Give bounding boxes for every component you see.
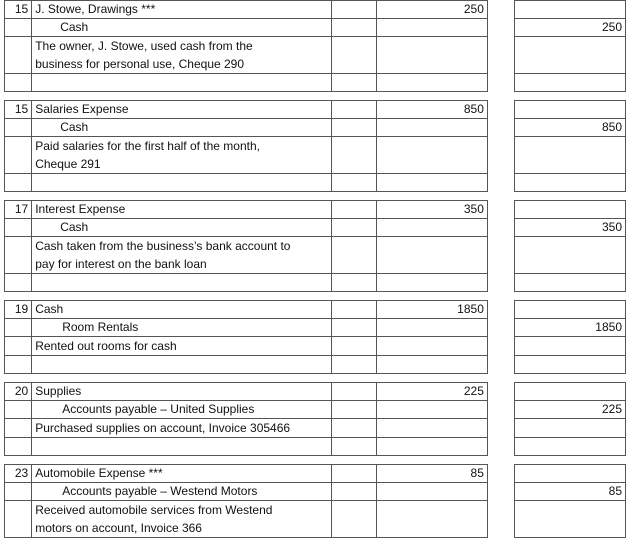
table-row <box>5 19 626 37</box>
post-ref-cell <box>331 19 376 37</box>
explanation-line: Rented out rooms for cash <box>35 339 177 353</box>
table-row <box>5 1 626 19</box>
blank-cell <box>376 356 487 374</box>
post-ref-cell <box>331 319 376 337</box>
account-title-cell: J. Stowe, Drawings *** <box>32 1 331 19</box>
credit-amount-cell <box>515 501 626 538</box>
column-gap <box>487 383 514 401</box>
blank-cell <box>32 356 331 374</box>
journal-entry <box>4 100 626 192</box>
column-gap <box>487 465 514 483</box>
column-gap <box>487 301 514 319</box>
credit-amount-cell <box>515 1 626 19</box>
debit-amount-cell: 250 <box>376 1 487 19</box>
explanation-line: Received automobile services from Westend <box>35 503 273 517</box>
entry-spacer <box>4 92 626 100</box>
column-gap <box>487 219 514 237</box>
account-title-cell: Room Rentals <box>32 319 331 337</box>
explanation-cell <box>32 37 331 74</box>
table-row <box>5 237 626 274</box>
column-gap <box>487 137 514 174</box>
entry-date-cell <box>5 137 32 174</box>
table-row <box>5 74 626 92</box>
entry-spacer <box>4 192 626 200</box>
post-ref-cell <box>331 101 376 119</box>
table-row <box>5 119 626 137</box>
debit-amount-cell <box>376 219 487 237</box>
blank-cell <box>32 438 331 456</box>
post-ref-cell <box>331 483 376 501</box>
table-row <box>5 201 626 219</box>
post-ref-cell <box>331 383 376 401</box>
entry-date-cell: 19 <box>5 301 32 319</box>
journal-entry-table <box>4 100 626 192</box>
debit-amount-cell <box>376 483 487 501</box>
debit-amount-cell <box>376 501 487 538</box>
entry-date-cell <box>5 483 32 501</box>
entry-date-cell <box>5 219 32 237</box>
credit-amount-cell <box>515 383 626 401</box>
post-ref-cell <box>331 237 376 274</box>
blank-cell <box>515 174 626 192</box>
debit-amount-cell <box>376 419 487 438</box>
entry-date-cell: 23 <box>5 465 32 483</box>
entry-date-cell <box>5 237 32 274</box>
explanation-line: Cash taken from the business’s bank account to <box>35 239 291 253</box>
blank-cell <box>515 274 626 292</box>
explanation-line: Cheque 291 <box>35 157 101 171</box>
column-gap <box>487 319 514 337</box>
table-row <box>5 383 626 401</box>
entry-date-cell <box>5 19 32 37</box>
column-gap <box>487 401 514 419</box>
post-ref-cell <box>331 37 376 74</box>
credit-amount-cell <box>515 337 626 356</box>
explanation-line: motors on account, Invoice 366 <box>35 521 202 535</box>
column-gap <box>487 419 514 438</box>
debit-amount-cell <box>376 137 487 174</box>
debit-amount-cell: 1850 <box>376 301 487 319</box>
table-row <box>5 419 626 438</box>
credit-amount-cell <box>515 465 626 483</box>
post-ref-cell <box>331 465 376 483</box>
post-ref-cell <box>331 201 376 219</box>
entry-spacer <box>4 456 626 464</box>
table-row <box>5 483 626 501</box>
journal-entry <box>4 0 626 92</box>
debit-amount-cell <box>376 237 487 274</box>
journal-entry <box>4 464 626 538</box>
debit-amount-cell: 225 <box>376 383 487 401</box>
account-title-cell: Salaries Expense <box>32 101 331 119</box>
post-ref-cell <box>331 219 376 237</box>
column-gap <box>487 119 514 137</box>
blank-cell <box>487 174 514 192</box>
table-row <box>5 356 626 374</box>
table-row <box>5 301 626 319</box>
table-row <box>5 137 626 174</box>
column-gap <box>487 501 514 538</box>
journal-entry-table <box>4 464 626 538</box>
post-ref-cell <box>331 337 376 356</box>
blank-cell <box>376 174 487 192</box>
credit-amount-cell <box>515 137 626 174</box>
table-row <box>5 337 626 356</box>
credit-amount-cell: 225 <box>515 401 626 419</box>
blank-cell <box>487 74 514 92</box>
account-title-cell: Accounts payable – Westend Motors <box>32 483 331 501</box>
credit-amount-cell <box>515 101 626 119</box>
explanation-cell <box>32 137 331 174</box>
table-row <box>5 101 626 119</box>
credit-amount-cell <box>515 301 626 319</box>
entry-spacer <box>4 374 626 382</box>
post-ref-cell <box>331 301 376 319</box>
account-title-cell: Accounts payable – United Supplies <box>32 401 331 419</box>
entry-date-cell: 15 <box>5 101 32 119</box>
table-row <box>5 174 626 192</box>
blank-cell <box>331 74 376 92</box>
journal-entry-table <box>4 382 626 456</box>
account-title-cell: Cash <box>32 219 331 237</box>
debit-amount-cell <box>376 401 487 419</box>
post-ref-cell <box>331 1 376 19</box>
debit-amount-cell <box>376 319 487 337</box>
journal-entry-table <box>4 0 626 92</box>
blank-cell <box>331 274 376 292</box>
table-row <box>5 401 626 419</box>
explanation-line: Paid salaries for the first half of the month, <box>35 139 260 153</box>
account-title-cell: Cash <box>32 119 331 137</box>
journal-entry <box>4 200 626 292</box>
blank-cell <box>331 356 376 374</box>
credit-amount-cell: 350 <box>515 219 626 237</box>
explanation-cell <box>32 501 331 538</box>
blank-cell <box>331 174 376 192</box>
column-gap <box>487 101 514 119</box>
account-title-cell: Cash <box>32 19 331 37</box>
credit-amount-cell <box>515 201 626 219</box>
blank-cell <box>376 74 487 92</box>
blank-cell <box>32 274 331 292</box>
explanation-line: business for personal use, Cheque 290 <box>35 57 245 71</box>
debit-amount-cell: 350 <box>376 201 487 219</box>
table-row <box>5 37 626 74</box>
entry-date-cell <box>5 401 32 419</box>
explanation-line: The owner, J. Stowe, used cash from the <box>35 39 253 53</box>
blank-cell <box>331 438 376 456</box>
post-ref-cell <box>331 401 376 419</box>
blank-cell <box>487 274 514 292</box>
table-row <box>5 438 626 456</box>
blank-cell <box>5 174 32 192</box>
blank-cell <box>32 74 331 92</box>
column-gap <box>487 483 514 501</box>
journal-entry <box>4 382 626 456</box>
explanation-cell <box>32 237 331 274</box>
entry-date-cell: 20 <box>5 383 32 401</box>
account-title-cell: Cash <box>32 301 331 319</box>
credit-amount-cell: 250 <box>515 19 626 37</box>
column-gap <box>487 237 514 274</box>
post-ref-cell <box>331 119 376 137</box>
blank-cell <box>5 438 32 456</box>
credit-amount-cell: 85 <box>515 483 626 501</box>
entry-date-cell <box>5 119 32 137</box>
account-title-cell: Interest Expense <box>32 201 331 219</box>
explanation-line: Purchased supplies on account, Invoice 305466 <box>35 421 291 435</box>
debit-amount-cell <box>376 337 487 356</box>
post-ref-cell <box>331 419 376 438</box>
column-gap <box>487 1 514 19</box>
post-ref-cell <box>331 501 376 538</box>
column-gap <box>487 201 514 219</box>
table-row <box>5 274 626 292</box>
table-row <box>5 501 626 538</box>
explanation-line: pay for interest on the bank loan <box>35 257 207 271</box>
blank-cell <box>5 74 32 92</box>
column-gap <box>487 337 514 356</box>
entry-date-cell <box>5 337 32 356</box>
blank-cell <box>515 438 626 456</box>
blank-cell <box>376 438 487 456</box>
debit-amount-cell: 85 <box>376 465 487 483</box>
blank-cell <box>5 274 32 292</box>
column-gap <box>487 19 514 37</box>
entry-date-cell: 15 <box>5 1 32 19</box>
credit-amount-cell <box>515 37 626 74</box>
general-journal <box>4 0 626 538</box>
debit-amount-cell <box>376 19 487 37</box>
journal-entry <box>4 300 626 374</box>
post-ref-cell <box>331 137 376 174</box>
credit-amount-cell <box>515 237 626 274</box>
entry-date-cell <box>5 319 32 337</box>
journal-entry-table <box>4 300 626 374</box>
explanation-cell <box>32 337 331 356</box>
account-title-cell: Supplies <box>32 383 331 401</box>
blank-cell <box>515 74 626 92</box>
debit-amount-cell <box>376 119 487 137</box>
credit-amount-cell: 850 <box>515 119 626 137</box>
table-row <box>5 319 626 337</box>
blank-cell <box>487 356 514 374</box>
debit-amount-cell <box>376 37 487 74</box>
entry-date-cell: 17 <box>5 201 32 219</box>
entry-date-cell <box>5 419 32 438</box>
blank-cell <box>515 356 626 374</box>
credit-amount-cell <box>515 419 626 438</box>
blank-cell <box>376 274 487 292</box>
blank-cell <box>5 356 32 374</box>
blank-cell <box>487 438 514 456</box>
account-title-cell: Automobile Expense *** <box>32 465 331 483</box>
table-row <box>5 219 626 237</box>
journal-entry-table <box>4 200 626 292</box>
entry-date-cell <box>5 501 32 538</box>
debit-amount-cell: 850 <box>376 101 487 119</box>
entry-spacer <box>4 292 626 300</box>
entry-date-cell <box>5 37 32 74</box>
blank-cell <box>32 174 331 192</box>
explanation-cell <box>32 419 331 438</box>
table-row <box>5 465 626 483</box>
credit-amount-cell: 1850 <box>515 319 626 337</box>
column-gap <box>487 37 514 74</box>
